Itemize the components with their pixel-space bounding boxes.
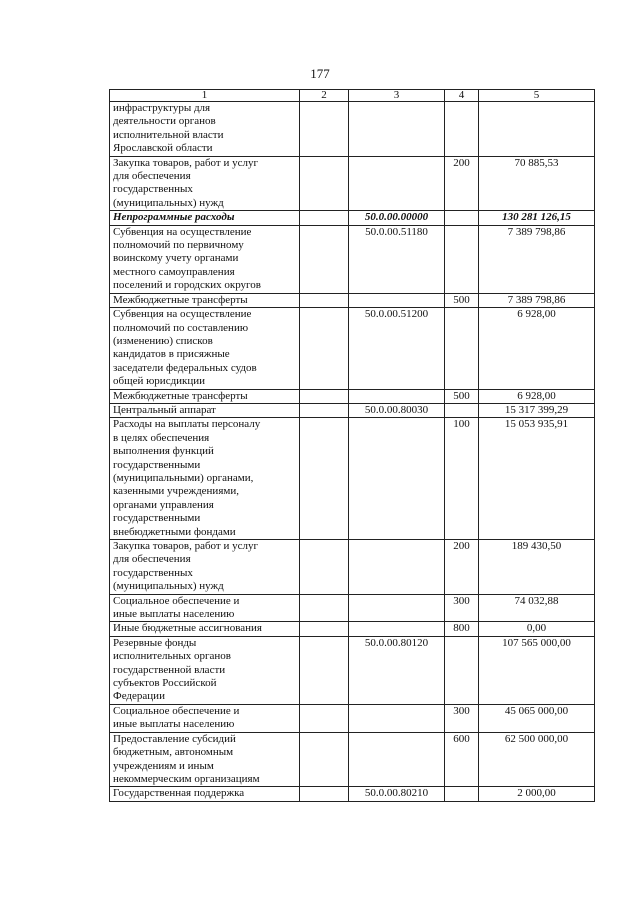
row-col2-cell (300, 403, 349, 417)
row-name-cell: Межбюджетные трансферты (110, 293, 300, 307)
row-sum-cell: 6 928,00 (479, 389, 595, 403)
row-name-cell: Закупка товаров, работ и услуг для обеспечения государственных (муниципальных) нужд (110, 156, 300, 211)
row-type-cell (445, 787, 479, 801)
row-code-cell (349, 102, 445, 157)
row-name-cell: Субвенция на осуществление полномочий по составлению (изменению) списков кандидатов в присяжные заседатели федеральных судов общей юрисдикции (110, 308, 300, 389)
table-row (110, 293, 595, 307)
row-type-cell (445, 636, 479, 704)
row-name-cell: Межбюджетные трансферты (110, 389, 300, 403)
row-type-cell: 200 (445, 540, 479, 595)
table-row (110, 540, 595, 595)
table-row (110, 636, 595, 704)
table-row (110, 622, 595, 636)
row-sum-cell: 45 065 000,00 (479, 704, 595, 732)
row-code-cell (349, 732, 445, 787)
row-sum-cell: 107 565 000,00 (479, 636, 595, 704)
table-row (110, 225, 595, 293)
row-type-cell: 500 (445, 389, 479, 403)
row-code-cell: 50.0.00.51180 (349, 225, 445, 293)
row-type-cell: 500 (445, 293, 479, 307)
row-sum-cell: 15 317 399,29 (479, 403, 595, 417)
row-col2-cell (300, 293, 349, 307)
header-cell: 5 (479, 90, 595, 102)
row-sum-cell: 130 281 126,15 (479, 211, 595, 225)
row-col2-cell (300, 787, 349, 801)
row-sum-cell (479, 102, 595, 157)
table-row (110, 211, 595, 225)
row-name-cell: Субвенция на осуществление полномочий по первичному воинскому учету органами местного самоуправления поселений и городских округов (110, 225, 300, 293)
header-cell: 3 (349, 90, 445, 102)
row-code-cell: 50.0.00.80030 (349, 403, 445, 417)
row-sum-cell: 62 500 000,00 (479, 732, 595, 787)
row-col2-cell (300, 102, 349, 157)
row-sum-cell: 7 389 798,86 (479, 225, 595, 293)
row-type-cell: 300 (445, 704, 479, 732)
table-row (110, 732, 595, 787)
row-name-cell: Предоставление субсидий бюджетным, автономным учреждениям и иным некоммерческим организациям (110, 732, 300, 787)
row-col2-cell (300, 540, 349, 595)
table-row (110, 704, 595, 732)
row-code-cell (349, 156, 445, 211)
row-name-cell: Государственная поддержка (110, 787, 300, 801)
row-name-cell: Социальное обеспечение и иные выплаты населению (110, 594, 300, 622)
table-row (110, 102, 595, 157)
header-cell: 4 (445, 90, 479, 102)
row-code-cell (349, 704, 445, 732)
row-code-cell (349, 594, 445, 622)
row-code-cell (349, 540, 445, 595)
row-sum-cell: 0,00 (479, 622, 595, 636)
row-col2-cell (300, 732, 349, 787)
row-sum-cell: 74 032,88 (479, 594, 595, 622)
row-col2-cell (300, 418, 349, 540)
row-sum-cell: 6 928,00 (479, 308, 595, 389)
row-type-cell (445, 102, 479, 157)
row-type-cell (445, 211, 479, 225)
budget-table (109, 89, 595, 802)
row-code-cell (349, 622, 445, 636)
row-col2-cell (300, 704, 349, 732)
row-code-cell (349, 389, 445, 403)
row-col2-cell (300, 308, 349, 389)
row-name-cell: Иные бюджетные ассигнования (110, 622, 300, 636)
row-code-cell: 50.0.00.80120 (349, 636, 445, 704)
table-row (110, 594, 595, 622)
row-type-cell: 800 (445, 622, 479, 636)
header-cell: 1 (110, 90, 300, 102)
row-col2-cell (300, 636, 349, 704)
row-type-cell (445, 225, 479, 293)
row-name-cell: Непрограммные расходы (110, 211, 300, 225)
row-type-cell: 600 (445, 732, 479, 787)
row-col2-cell (300, 389, 349, 403)
row-name-cell: Закупка товаров, работ и услуг для обеспечения государственных (муниципальных) нужд (110, 540, 300, 595)
row-name-cell: Центральный аппарат (110, 403, 300, 417)
row-name-cell: Социальное обеспечение и иные выплаты населению (110, 704, 300, 732)
table-row (110, 403, 595, 417)
row-sum-cell: 7 389 798,86 (479, 293, 595, 307)
row-sum-cell: 2 000,00 (479, 787, 595, 801)
row-col2-cell (300, 156, 349, 211)
table-row (110, 389, 595, 403)
row-sum-cell: 15 053 935,91 (479, 418, 595, 540)
header-cell: 2 (300, 90, 349, 102)
row-code-cell: 50.0.00.51200 (349, 308, 445, 389)
header-row (110, 90, 595, 102)
row-col2-cell (300, 594, 349, 622)
row-sum-cell: 70 885,53 (479, 156, 595, 211)
table-row (110, 156, 595, 211)
row-name-cell: инфраструктуры для деятельности органов исполнительной власти Ярославской области (110, 102, 300, 157)
row-code-cell: 50.0.00.80210 (349, 787, 445, 801)
row-type-cell: 200 (445, 156, 479, 211)
table-row (110, 308, 595, 389)
row-type-cell: 300 (445, 594, 479, 622)
row-type-cell (445, 308, 479, 389)
row-code-cell: 50.0.00.00000 (349, 211, 445, 225)
row-type-cell: 100 (445, 418, 479, 540)
row-col2-cell (300, 211, 349, 225)
row-code-cell (349, 293, 445, 307)
row-name-cell: Резервные фонды исполнительных органов государственной власти субъектов Российской Федерации (110, 636, 300, 704)
table-row (110, 787, 595, 801)
row-col2-cell (300, 622, 349, 636)
page-number: 177 (310, 66, 330, 81)
row-col2-cell (300, 225, 349, 293)
table-row (110, 418, 595, 540)
row-type-cell (445, 403, 479, 417)
row-code-cell (349, 418, 445, 540)
row-sum-cell: 189 430,50 (479, 540, 595, 595)
row-name-cell: Расходы на выплаты персоналу в целях обеспечения выполнения функций государственными (муниципальными) органами, казенными учреждениями, органами управления государственными внебюджетными фондами (110, 418, 300, 540)
